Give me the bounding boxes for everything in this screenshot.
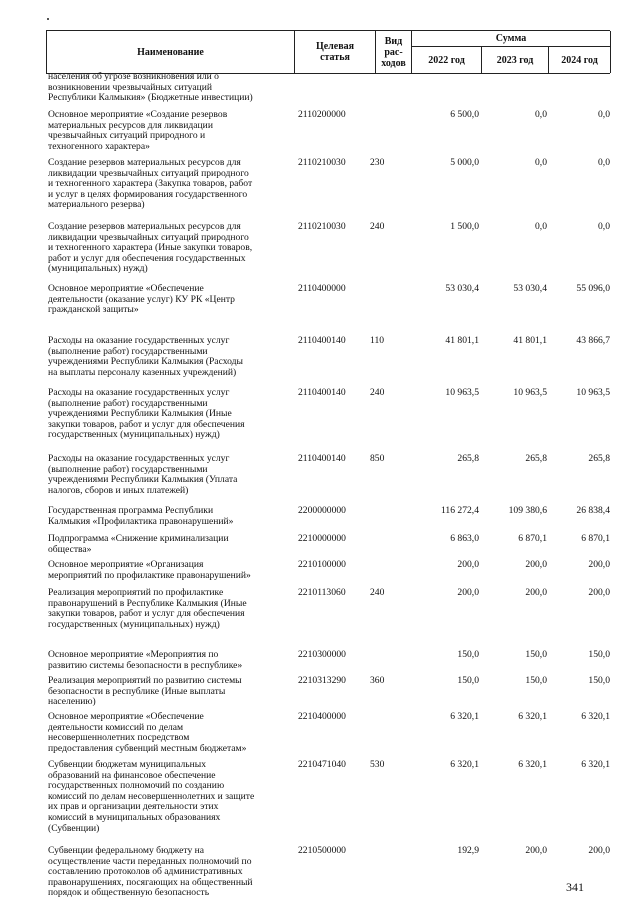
row-name: Создание резервов материальных ресурсов для ликвидации чрезвычайных ситуаций природного и техногенного характера (Закупка товаров, работ и услуг в целях формирования государственного материального резерва) xyxy=(48,157,253,211)
row-expense-type: 850 xyxy=(370,453,385,464)
row-sum-2022: 1 500,0 xyxy=(450,221,479,232)
row-sum-2023: 53 030,4 xyxy=(513,283,547,294)
row-sum-2024: 150,0 xyxy=(588,649,610,660)
header-year-2023: 2023 год xyxy=(482,47,549,73)
scan-mark xyxy=(47,18,49,20)
row-name: населения об угрозе возникновения или о возникновении чрезвычайных ситуаций Республики Калмыкия» (Бюджетные инвестиции) xyxy=(48,71,253,104)
row-sum-2023: 150,0 xyxy=(525,649,547,660)
header-sum: Сумма xyxy=(412,31,611,47)
row-sum-2022: 6 500,0 xyxy=(450,109,479,120)
header-target-article: Целевая статья xyxy=(295,31,376,73)
row-sum-2024: 10 963,5 xyxy=(576,387,610,398)
row-name: Основное мероприятие «Организация мероприятий по профилактике правонарушений» xyxy=(48,559,251,581)
row-sum-2022: 53 030,4 xyxy=(445,283,479,294)
row-sum-2023: 0,0 xyxy=(535,109,547,120)
row-expense-type: 230 xyxy=(370,157,385,168)
row-name: Расходы на оказание государственных услуг (выполнение работ) государственными учреждениями Республики Калмыкия (Расходы на выплаты персоналу казенных учреждений) xyxy=(48,335,243,378)
header-name: Наименование xyxy=(47,31,295,73)
row-sum-2024: 26 838,4 xyxy=(576,505,610,516)
row-sum-2022: 5 000,0 xyxy=(450,157,479,168)
row-sum-2024: 43 866,7 xyxy=(576,335,610,346)
row-sum-2023: 6 870,1 xyxy=(518,533,547,544)
row-sum-2023: 0,0 xyxy=(535,157,547,168)
row-name: Государственная программа Республики Калмыкия «Профилактика правонарушений» xyxy=(48,505,234,527)
row-sum-2024: 0,0 xyxy=(598,157,610,168)
row-sum-2024: 6 320,1 xyxy=(581,711,610,722)
row-sum-2022: 200,0 xyxy=(457,587,479,598)
row-sum-2022: 150,0 xyxy=(457,649,479,660)
row-sum-2022: 200,0 xyxy=(457,559,479,570)
row-target-article: 2210113060 xyxy=(298,587,346,598)
row-expense-type: 360 xyxy=(370,675,385,686)
row-sum-2022: 41 801,1 xyxy=(445,335,479,346)
row-sum-2024: 0,0 xyxy=(598,221,610,232)
row-name: Создание резервов материальных ресурсов для ликвидации чрезвычайных ситуаций природного и техногенного характера (Иные закупки товаров, работ и услуг для обеспечения государственных (муниципальных) нужд) xyxy=(48,221,253,275)
row-name: Реализация мероприятий по развитию системы безопасности в республике (Иные выплаты населению) xyxy=(48,675,242,708)
row-target-article: 2210313290 xyxy=(298,675,346,686)
row-target-article: 2110400000 xyxy=(298,283,346,294)
row-sum-2022: 6 320,1 xyxy=(450,711,479,722)
row-sum-2022: 265,8 xyxy=(457,453,479,464)
row-sum-2024: 6 870,1 xyxy=(581,533,610,544)
row-sum-2024: 200,0 xyxy=(588,587,610,598)
row-sum-2024: 200,0 xyxy=(588,845,610,856)
row-sum-2023: 10 963,5 xyxy=(513,387,547,398)
row-target-article: 2110200000 xyxy=(298,109,346,120)
row-sum-2023: 265,8 xyxy=(525,453,547,464)
row-name: Основное мероприятие «Создание резервов материальных ресурсов для ликвидации чрезвычайных ситуаций природного и техногенного характера» xyxy=(48,109,228,152)
row-name: Субвенции бюджетам муниципальных образований на финансовое обеспечение государственных полномочий по созданию комиссий по делам несовершеннолетних и защите их прав и организации деятельности этих комиссий в муниципальных образованиях (Субвенции) xyxy=(48,759,255,834)
row-sum-2022: 10 963,5 xyxy=(445,387,479,398)
row-sum-2023: 6 320,1 xyxy=(518,759,547,770)
row-target-article: 2210000000 xyxy=(298,533,346,544)
page-number: 341 xyxy=(566,880,584,894)
row-target-article: 2210300000 xyxy=(298,649,346,660)
row-sum-2024: 0,0 xyxy=(598,109,610,120)
row-sum-2022: 6 320,1 xyxy=(450,759,479,770)
row-name: Субвенции федеральному бюджету на осуществление части переданных полномочий по составлению протоколов об административных правонарушениях, посягающих на общественный порядок и общественную безопасность xyxy=(48,845,253,899)
header-expense-type: Вид рас- ходов xyxy=(376,31,412,73)
row-sum-2024: 265,8 xyxy=(588,453,610,464)
row-expense-type: 110 xyxy=(370,335,385,346)
row-sum-2023: 200,0 xyxy=(525,587,547,598)
row-sum-2022: 116 272,4 xyxy=(440,505,479,516)
row-sum-2023: 200,0 xyxy=(525,845,547,856)
row-expense-type: 240 xyxy=(370,587,385,598)
row-sum-2022: 192,9 xyxy=(457,845,479,856)
row-sum-2023: 41 801,1 xyxy=(513,335,547,346)
row-target-article: 2210471040 xyxy=(298,759,346,770)
row-sum-2024: 6 320,1 xyxy=(581,759,610,770)
row-name: Основное мероприятие «Обеспечение деятельности (оказание услуг) КУ РК «Центр гражданской защиты» xyxy=(48,283,235,316)
row-sum-2024: 200,0 xyxy=(588,559,610,570)
row-sum-2023: 0,0 xyxy=(535,221,547,232)
row-target-article: 2110400140 xyxy=(298,335,346,346)
row-sum-2023: 150,0 xyxy=(525,675,547,686)
row-target-article: 2210100000 xyxy=(298,559,346,570)
row-sum-2023: 6 320,1 xyxy=(518,711,547,722)
row-target-article: 2110210030 xyxy=(298,221,346,232)
row-target-article: 2110400140 xyxy=(298,453,346,464)
table-header xyxy=(46,30,610,74)
header-year-2024: 2024 год xyxy=(549,47,611,73)
row-sum-2022: 150,0 xyxy=(457,675,479,686)
row-target-article: 2210400000 xyxy=(298,711,346,722)
row-name: Основное мероприятие «Обеспечение деятельности комиссий по делам несовершеннолетних посредством предоставления субвенций местным бюджетам» xyxy=(48,711,247,754)
row-target-article: 2110210030 xyxy=(298,157,346,168)
row-name: Реализация мероприятий по профилактике правонарушений в Республике Калмыкия (Иные закупки товаров, работ и услуг для обеспечения государственных (муниципальных) нужд) xyxy=(48,587,247,630)
row-name: Основное мероприятие «Мероприятия по развитию системы безопасности в республике» xyxy=(48,649,243,671)
row-expense-type: 240 xyxy=(370,387,385,398)
row-expense-type: 240 xyxy=(370,221,385,232)
row-sum-2022: 6 863,0 xyxy=(450,533,479,544)
row-sum-2024: 150,0 xyxy=(588,675,610,686)
header-year-2022: 2022 год xyxy=(412,47,482,73)
row-name: Расходы на оказание государственных услуг (выполнение работ) государственными учреждениями Республики Калмыкия (Уплата налогов, сборов и иных платежей) xyxy=(48,453,238,496)
row-target-article: 2200000000 xyxy=(298,505,346,516)
row-name: Подпрограмма «Снижение криминализации общества» xyxy=(48,533,229,555)
row-target-article: 2110400140 xyxy=(298,387,346,398)
row-sum-2024: 55 096,0 xyxy=(576,283,610,294)
row-sum-2023: 109 380,6 xyxy=(508,505,547,516)
row-name: Расходы на оказание государственных услуг (выполнение работ) государственными учреждениями Республики Калмыкия (Иные закупки товаров, работ и услуг для обеспечения государственных (муниципальных) нужд) xyxy=(48,387,245,441)
row-target-article: 2210500000 xyxy=(298,845,346,856)
row-expense-type: 530 xyxy=(370,759,385,770)
row-sum-2023: 200,0 xyxy=(525,559,547,570)
